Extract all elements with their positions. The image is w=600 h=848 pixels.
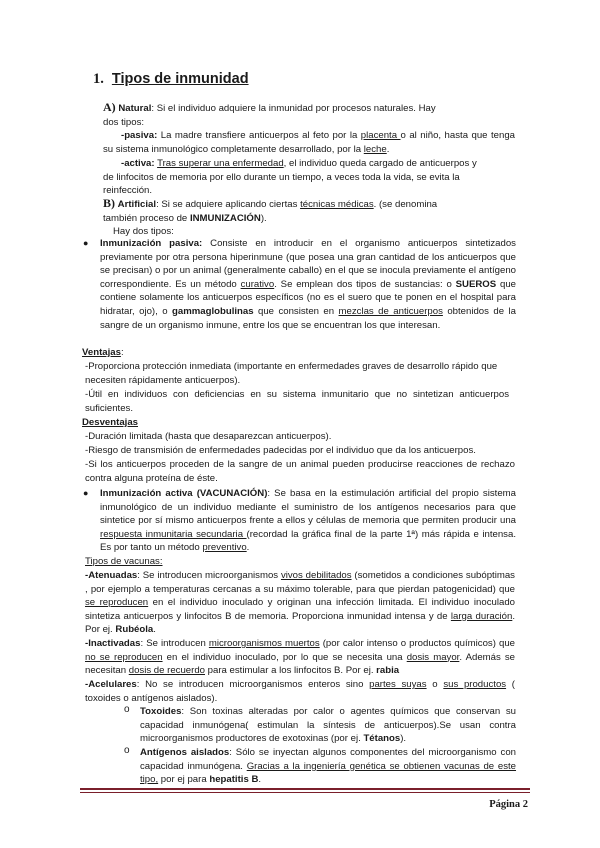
ventajas-item-2 <box>85 388 509 415</box>
inactivadas-paragraph <box>85 637 515 678</box>
ventajas-item-1 <box>85 360 515 387</box>
ventajas-heading <box>82 346 522 360</box>
artificial-line2-end: ). <box>260 212 267 224</box>
atenuadas-text-c: en el individuo inoculado y originan una infección limitada. El individuo inoculado sintetiza anticuerpos y linfocitos B de memoria. Proporciona inmunidad intensa y de <box>85 597 515 622</box>
se-reproducen-text: se reproducen <box>85 597 149 609</box>
pasiva-text-a: La madre transfiere anticuerpos al feto por la <box>157 130 361 141</box>
rabia-text: rabia <box>376 665 400 677</box>
activa-p1: : Se basa en la estimulación artificial del propio sistema inmunológico de un individuo mediante el suministro de los antígenos necesarios para que sintetice por sí mismo anticuerpos frente a ellos y células de memoria que permiten producir una <box>100 488 516 527</box>
activa-text-c: reinfección. <box>103 185 153 197</box>
circle-bullet: o <box>124 745 130 756</box>
inactivadas-text-a: : Se introducen <box>140 638 209 649</box>
section-heading <box>93 71 249 88</box>
natural-paragraph <box>103 101 523 129</box>
toxoides-text-a: : Son toxinas alteradas por calor o agentes químicos que conservan su capacidad inmunógena( estimulan la síntesis de anticuerpos).Se usan contra microorganismos productores de exotoxinas (por ej. <box>140 706 516 745</box>
natural-label: Natural <box>118 103 152 114</box>
preventivo-text: preventivo <box>202 542 247 554</box>
rubeola-text: Rubéola <box>115 624 154 636</box>
curativo-text: curativo <box>240 278 275 290</box>
antigenos-text-b: por ej para <box>158 774 210 786</box>
ventajas-colon: : <box>120 347 124 358</box>
bullet-dot: ● <box>83 488 89 498</box>
vivos-debilitados-text: vivos debilitados <box>280 570 352 581</box>
ventajas-item-1-text: -Proporciona protección inmediata (importante en enfermedades graves de desarrollo rápido que necesiten rápidamente anticuerpos). <box>85 361 498 386</box>
acelulares-text-a: : No se introducen microorganismos enteros sino <box>136 679 370 690</box>
pasiva-natural-paragraph <box>103 129 515 156</box>
acelulares-text-b: o <box>426 679 444 690</box>
activa-text-b: de linfocitos de memoria por ello durante un tiempo, a veces toda la vida, se evita la <box>103 171 460 183</box>
desventajas-heading <box>82 416 522 430</box>
atenuadas-text-e: . <box>153 624 156 636</box>
antigenos-label: Antígenos aislados <box>140 747 230 758</box>
artificial-label: Artificial <box>117 199 157 210</box>
inactivadas-text-b: (por calor intenso o productos químicos) que <box>319 638 515 649</box>
vacunas-title: Tipos de vacunas: <box>85 556 163 567</box>
inactivadas-label: -Inactivadas <box>85 638 141 649</box>
placenta-text: placenta <box>360 130 401 141</box>
artificial-paragraph <box>103 197 523 239</box>
atenuadas-text-d: . Por ej. <box>85 610 515 636</box>
tetanos-text: Tétanos <box>363 733 401 745</box>
toxoides-label: Toxoides <box>140 706 182 717</box>
pasiva-p4: que consisten en <box>253 305 339 317</box>
pasiva-text-c: tenga su sistema inmunológico completamente desarrollado, por la <box>103 130 516 155</box>
page-number: Página 2 <box>489 799 528 810</box>
respuesta-text: respuesta inmunitaria secundaria <box>100 528 247 540</box>
vacunas-heading <box>85 555 515 569</box>
activa-p2: (recordad la gráfica final de la parte 1ª) más rápida e intensa. Es por tanto un método <box>100 528 516 554</box>
footer-rule <box>80 788 530 790</box>
artificial-line2: también proceso de <box>103 212 190 224</box>
activa-natural-paragraph <box>103 157 523 198</box>
section-title: Tipos de inmunidad <box>111 71 249 87</box>
pasiva-p5: obtenidos de la sangre de un organismo inmune, entre los que se encuentran los que interesan. <box>100 305 516 331</box>
no-se-reproducen-text: no se reproducen <box>85 651 163 663</box>
footer-rule-thin <box>80 792 530 793</box>
activa-paragraph <box>100 487 516 555</box>
antigenos-paragraph <box>140 746 516 787</box>
pasiva-text-b: o al niño, hasta que <box>400 130 488 141</box>
artificial-line3: Hay dos tipos: <box>113 226 174 238</box>
pasiva-text-d: . <box>386 143 390 155</box>
natural-text-2: dos tipos: <box>103 116 145 128</box>
antigenos-text-a: : Sólo se inyectan algunos componentes del microorganismo con capacidad inmunógena. <box>140 747 516 772</box>
larga-duracion-text: larga duración <box>450 610 513 622</box>
desventajas-title: Desventajas <box>82 417 138 428</box>
letter-b: B) <box>103 196 115 210</box>
tecnicas-medicas-text: técnicas médicas <box>300 199 374 210</box>
activa-title: Inmunización activa (VACUNACIÓN) <box>100 488 268 499</box>
desventajas-item-2-text: -Riesgo de transmisión de enfermedades padecidas por el individuo que da los anticuerpos. <box>85 445 476 456</box>
dosis-mayor-text: dosis mayor <box>406 651 460 663</box>
toxoides-text-b: ). <box>400 733 407 745</box>
natural-text: : Si el individuo adquiere la inmunidad por procesos naturales. Hay <box>151 103 436 114</box>
antigenos-text-c: . <box>258 774 262 786</box>
inmunizacion-text: INMUNIZACIÓN <box>189 212 261 224</box>
pasiva-title: Inmunización pasiva: <box>100 238 203 249</box>
gammaglobulinas-text: gammaglobulinas <box>172 305 254 317</box>
acelulares-paragraph <box>85 678 515 705</box>
mezclas-text: mezclas de anticuerpos <box>338 305 443 317</box>
pasiva-p3: que contiene solamente los anticuerpos específicos (no es el suero que te ponen en el hospital para hidratar, ojo), o <box>100 278 516 317</box>
pasiva-p1: Consiste en introducir en el organismo anticuerpos sintetizados previamente por otra persona hiperinmune (que posea una gran cantidad de los anticuerpos que se precisan) o por un animal (generalmente caballo) en el que se inocula previamente el antígeno correspondiente. Es un método <box>100 238 516 290</box>
letter-a: A) <box>103 100 116 114</box>
bullet-dot: ● <box>83 238 89 248</box>
atenuadas-label: -Atenuadas <box>85 570 138 581</box>
dosis-recuerdo-text: dosis de recuerdo <box>128 665 205 677</box>
leche-text: leche <box>363 143 387 155</box>
ingenieria-genetica-text: Gracias a la ingeniería genética se obtienen vacunas de este tipo, <box>140 760 517 786</box>
hepatitis-text: hepatitis B <box>209 774 259 786</box>
sueros-text: SUEROS <box>455 278 497 290</box>
desventajas-item-1 <box>85 430 515 444</box>
atenuadas-paragraph <box>85 569 515 637</box>
inactivadas-text-c: en el individuo inoculado, por lo que se necesita una <box>162 651 407 663</box>
circle-bullet: o <box>124 704 130 715</box>
inactivadas-text-d: . Además se necesitan <box>85 651 516 677</box>
pasiva-label: -pasiva: <box>121 130 158 141</box>
pasiva-p2: . Se emplean dos tipos de sustancias: o <box>274 278 456 290</box>
artificial-text-b: . (se denomina <box>373 199 438 210</box>
activa-underlined: Tras superar una enfermedad <box>157 158 284 169</box>
partes-suyas-text: partes suyas <box>369 679 427 690</box>
desventajas-item-3-text: -Si los anticuerpos proceden de la sangre de un animal pueden producirse reacciones de rechazo contra alguna proteína de éste. <box>85 459 515 484</box>
activa-p3: . <box>246 542 250 554</box>
microorganismos-muertos-text: microorganismos muertos <box>208 638 320 649</box>
ventajas-title: Ventajas <box>82 347 121 358</box>
acelulares-text-c: ( toxoides o antígenos aislados). <box>85 679 515 704</box>
desventajas-item-2 <box>85 444 515 458</box>
sus-productos-text: sus productos <box>443 679 507 690</box>
activa-text-a: , el individuo queda cargado de anticuerpos y <box>283 158 477 169</box>
desventajas-item-3 <box>85 458 515 485</box>
artificial-text-a: : Si se adquiere aplicando ciertas <box>156 199 301 210</box>
pasiva-paragraph <box>100 237 516 332</box>
activa-label: -activa: <box>121 158 155 169</box>
ventajas-item-2-text: -Útil en individuos con deficiencias en su sistema inmunitario que no sintetizan anticuerpos suficientes. <box>85 389 509 414</box>
atenuadas-text-a: : Se introducen microorganismos <box>137 570 281 581</box>
desventajas-item-1-text: -Duración limitada (hasta que desaparezcan anticuerpos). <box>85 431 332 442</box>
atenuadas-text-b: (sometidos a condiciones subóptimas , por ejemplo a temperaturas cercanas a su máximo tolerable, para que pierdan patogenicidad) que <box>85 570 515 595</box>
acelulares-label: -Acelulares <box>85 679 137 690</box>
toxoides-paragraph <box>140 705 516 746</box>
inactivadas-text-e: para estimular a los linfocitos B. Por ej. <box>205 665 377 677</box>
section-number: 1. <box>93 71 104 87</box>
